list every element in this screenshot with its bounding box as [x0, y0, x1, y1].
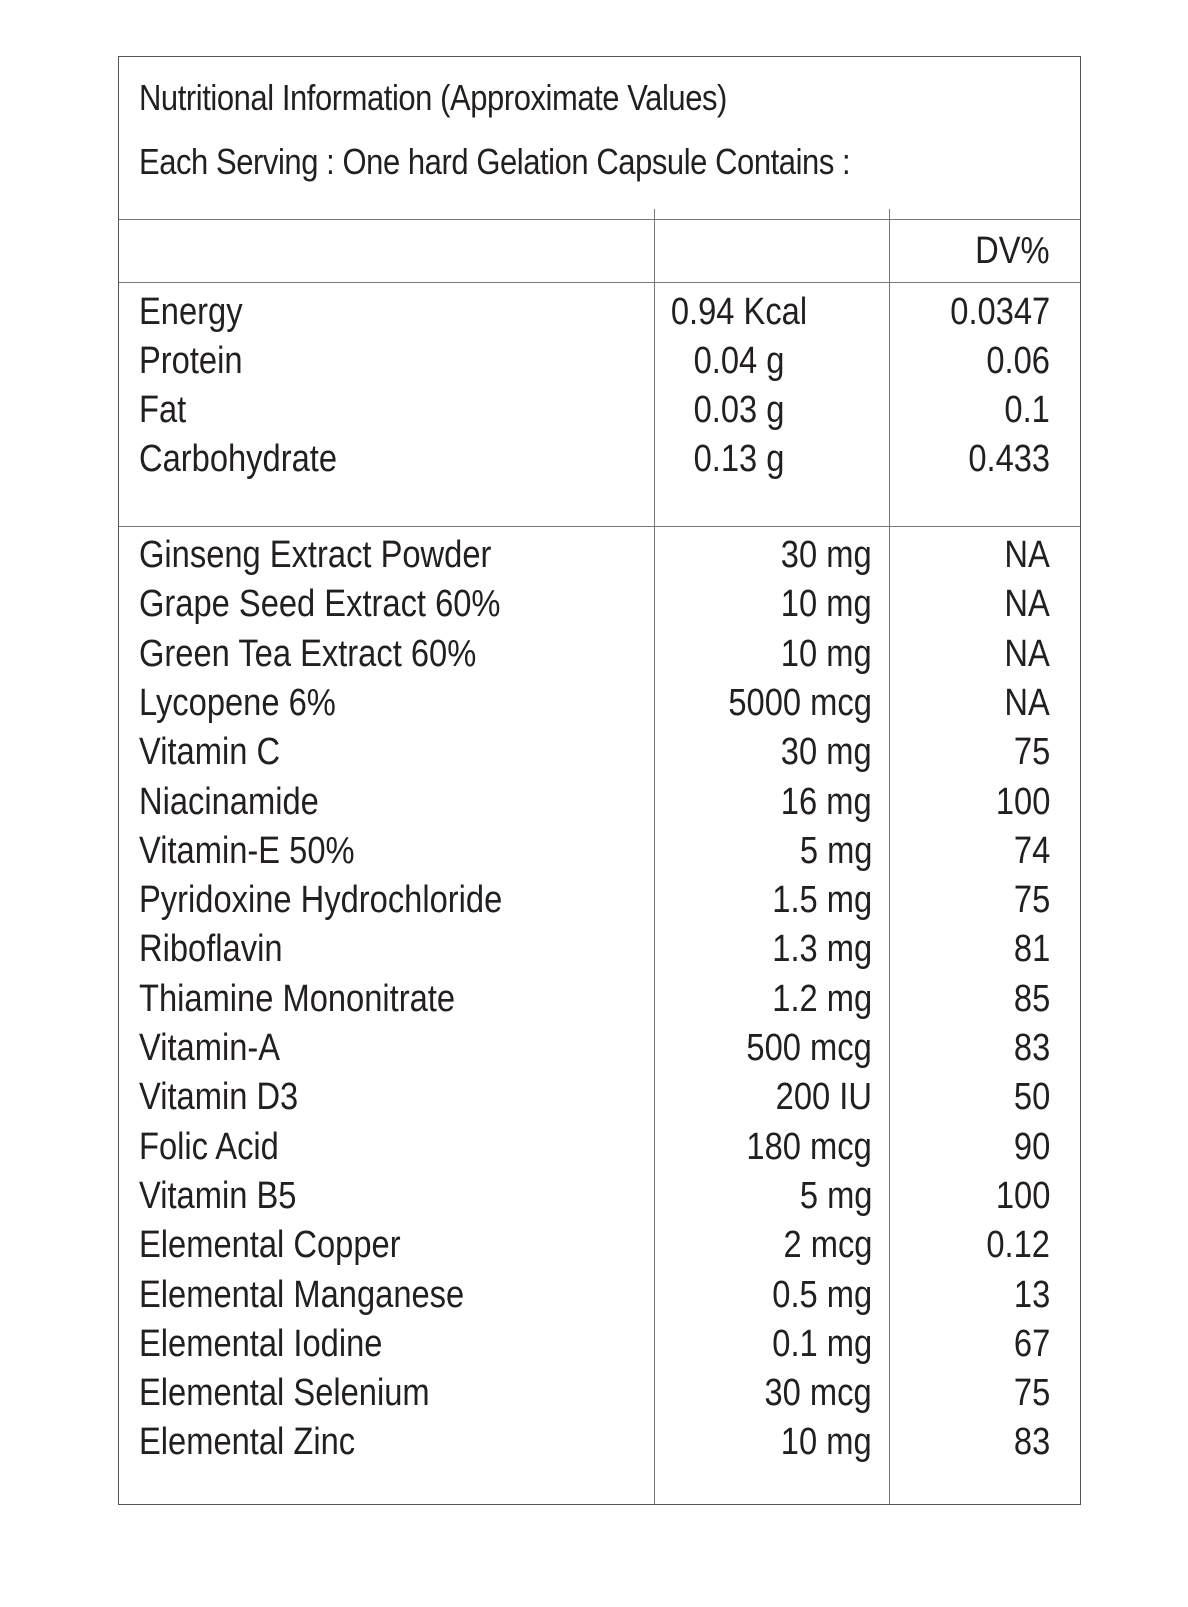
item-name: Vitamin-E 50%: [139, 829, 355, 872]
item-amount: 30 mg: [781, 731, 872, 774]
item-amount: 30 mg: [781, 534, 872, 576]
item-name: Elemental Manganese: [139, 1273, 465, 1316]
item-amount: 1.5 mg: [772, 879, 872, 922]
item-amount: 0.1 mg: [772, 1322, 872, 1365]
item-name: Riboflavin: [139, 928, 283, 971]
item-name: Thiamine Mononitrate: [139, 977, 456, 1020]
item-dv: 100: [995, 780, 1050, 823]
item-amount: 10 mg: [781, 1421, 872, 1464]
item-amount: 0.04 g: [693, 340, 785, 382]
item-dv: NA: [1004, 632, 1050, 675]
item-dv: 75: [1013, 731, 1050, 774]
item-name: Vitamin D3: [139, 1076, 299, 1119]
item-name: Pyridoxine Hydrochloride: [139, 879, 503, 922]
item-dv: 0.433: [968, 438, 1050, 480]
item-name: Elemental Selenium: [139, 1372, 430, 1415]
item-dv: 81: [1013, 928, 1050, 971]
item-dv: 75: [1013, 879, 1050, 922]
item-name: Vitamin B5: [139, 1174, 297, 1217]
item-name: Vitamin C: [139, 731, 281, 774]
item-name: Elemental Zinc: [139, 1421, 356, 1464]
item-name: Elemental Iodine: [139, 1322, 383, 1365]
header-divider: [119, 219, 1080, 220]
section-divider: [119, 526, 1080, 527]
item-amount: 180 mcg: [746, 1125, 872, 1168]
item-dv: 13: [1013, 1273, 1050, 1316]
item-amount: 30 mcg: [764, 1372, 872, 1415]
item-amount: 10 mg: [781, 583, 872, 626]
panel-title: Nutritional Information (Approximate Values): [139, 77, 727, 118]
item-dv: 100: [995, 1174, 1050, 1217]
item-name: Niacinamide: [139, 780, 319, 823]
item-dv: 83: [1013, 1027, 1050, 1069]
item-amount: 10 mg: [781, 632, 872, 675]
item-amount: 500 mcg: [746, 1027, 872, 1069]
item-name: Ginseng Extract Powder: [139, 534, 492, 576]
serving-info: Each Serving : One hard Gelation Capsule Contains :: [139, 141, 851, 182]
item-name: Lycopene 6%: [139, 681, 336, 724]
item-name: Energy: [139, 291, 243, 333]
item-dv: 0.06: [986, 340, 1050, 382]
item-name: Fat: [139, 389, 187, 431]
item-amount: 0.03 g: [693, 389, 785, 431]
nutrition-panel: [118, 56, 1081, 1505]
item-amount: 0.94 Kcal: [670, 291, 808, 333]
item-dv: 74: [1013, 829, 1050, 872]
item-name: Elemental Copper: [139, 1224, 401, 1267]
item-dv: 67: [1013, 1322, 1050, 1365]
item-amount: 5 mg: [799, 829, 872, 872]
item-name: Folic Acid: [139, 1125, 279, 1168]
item-dv: 75: [1013, 1372, 1050, 1415]
item-amount: 1.2 mg: [772, 977, 872, 1020]
item-dv: NA: [1004, 681, 1050, 724]
item-amount: 5 mg: [799, 1174, 872, 1217]
item-dv: 0.0347: [950, 291, 1050, 333]
column-header-divider: [119, 282, 1080, 283]
item-name: Vitamin-A: [139, 1027, 281, 1069]
item-name: Grape Seed Extract 60%: [139, 583, 501, 626]
item-dv: NA: [1004, 583, 1050, 626]
item-amount: 1.3 mg: [772, 928, 872, 971]
item-name: Protein: [139, 340, 243, 382]
item-dv: 90: [1013, 1125, 1050, 1168]
item-name: Carbohydrate: [139, 438, 338, 480]
item-name: Green Tea Extract 60%: [139, 632, 477, 675]
item-amount: 0.5 mg: [772, 1273, 872, 1316]
item-amount: 200 IU: [775, 1076, 872, 1119]
dv-column-header: DV%: [975, 230, 1050, 272]
item-dv: 0.12: [986, 1224, 1050, 1267]
item-amount: 2 mcg: [783, 1224, 872, 1267]
item-dv: 50: [1013, 1076, 1050, 1119]
item-amount: 16 mg: [781, 780, 872, 823]
item-dv: NA: [1004, 534, 1050, 576]
item-amount: 0.13 g: [693, 438, 785, 480]
item-amount: 5000 mcg: [728, 681, 872, 724]
item-dv: 85: [1013, 977, 1050, 1020]
dv-column-divider: [889, 209, 890, 1504]
item-dv: 0.1: [1004, 389, 1050, 431]
item-dv: 83: [1013, 1421, 1050, 1464]
